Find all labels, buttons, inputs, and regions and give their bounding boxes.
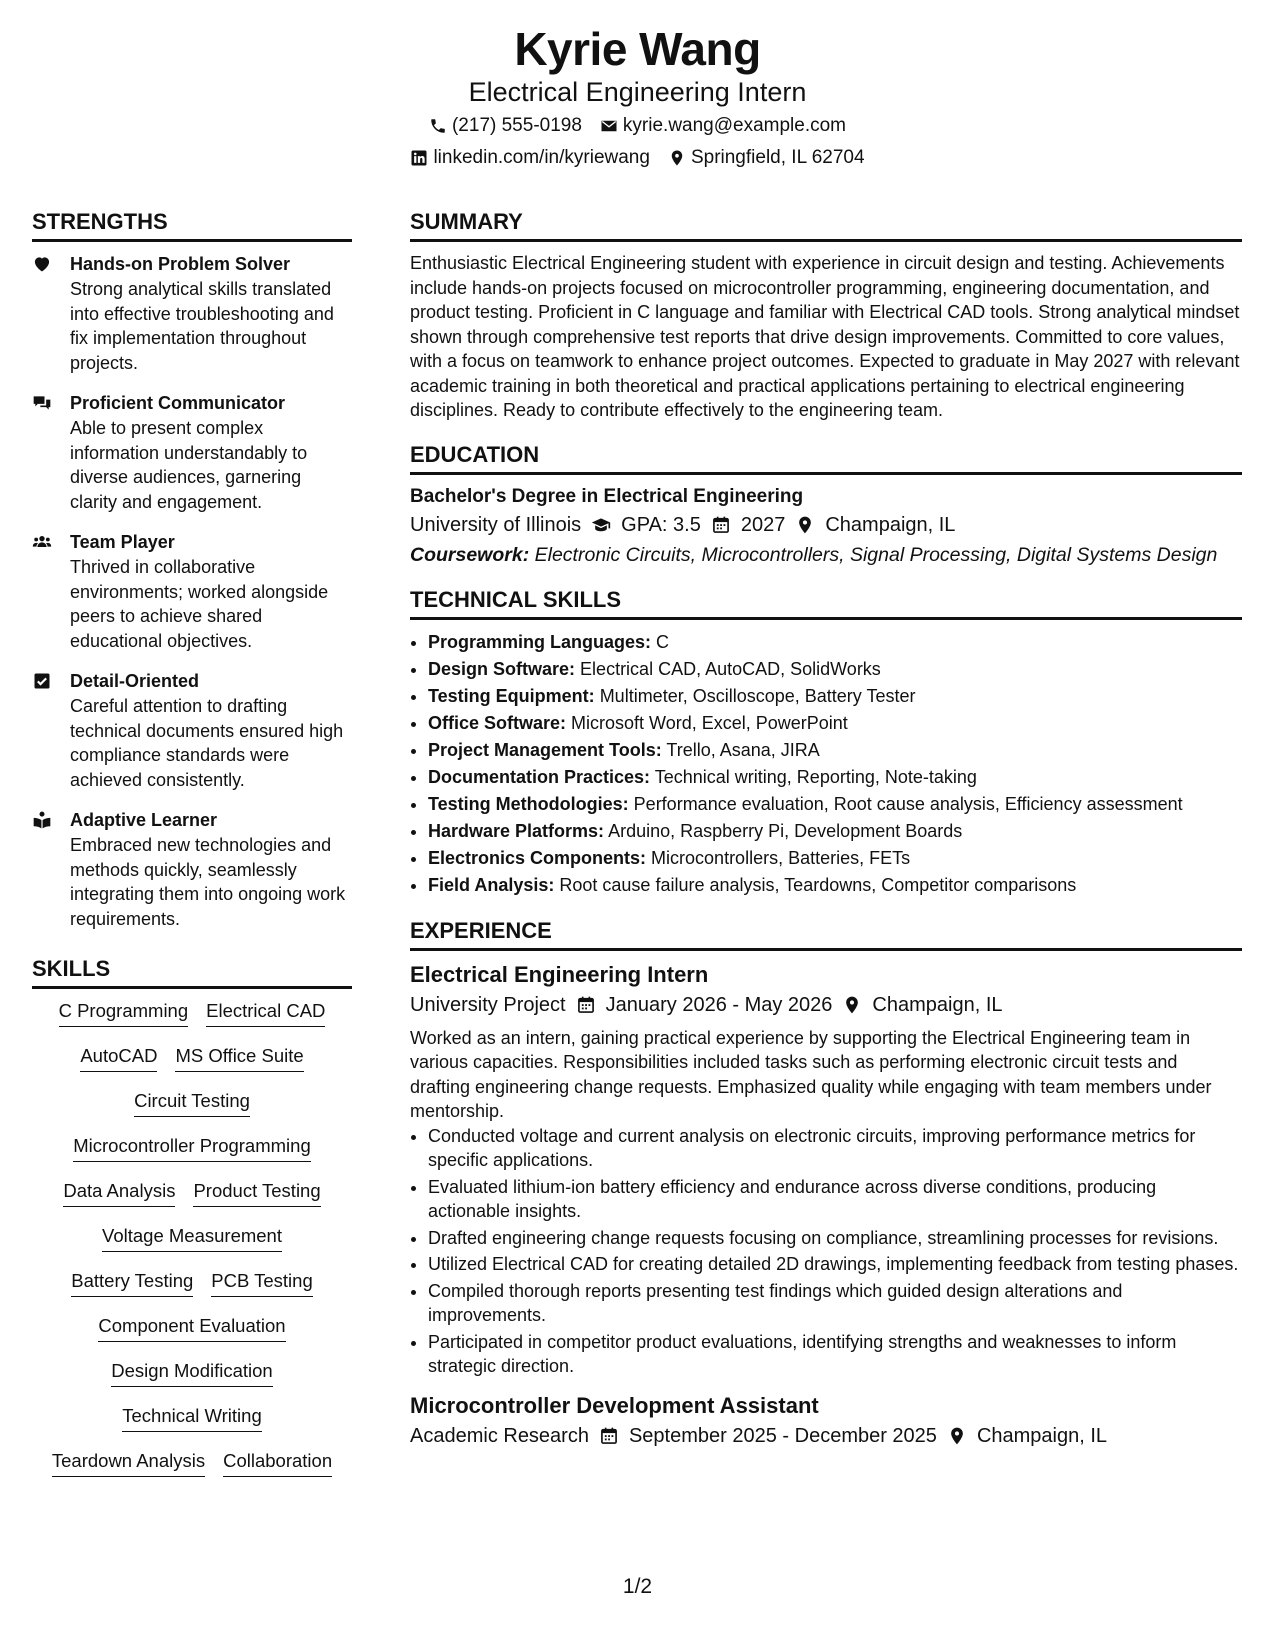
skill-values: C (656, 631, 670, 652)
grad-year: 2027 (740, 513, 786, 536)
skill-values: Performance evaluation, Root cause analysis, Efficiency assessment (633, 793, 1183, 814)
skill-tag: Collaboration (223, 1448, 332, 1477)
job-title: Microcontroller Development Assistant (410, 1392, 819, 1418)
strength-title: Proficient Communicator (70, 393, 286, 413)
right-column (410, 208, 1242, 1457)
coursework-label: Coursework: (410, 543, 530, 566)
list-item (428, 656, 1242, 683)
phone-text: (217) 555-0198 (451, 115, 582, 136)
phone-contact (429, 114, 582, 138)
summary-heading: SUMMARY (410, 208, 1242, 242)
list-item (428, 683, 1242, 710)
list-item: • Drafted engineering change requests focusing on compliance, streamlining processes for revisions. (428, 1226, 1242, 1251)
strength-desc: Able to present complex information understandably to diverse audiences, garnering clarity and engagement. (70, 418, 308, 512)
skill-values: Arduino, Raspberry Pi, Development Boards (608, 820, 963, 841)
location-contact (668, 146, 865, 170)
school-name: University of Illinois (410, 513, 582, 536)
skill-row (71, 1268, 313, 1313)
skill-category: Testing Equipment: (428, 685, 595, 706)
candidate-title: Electrical Engineering Intern (468, 77, 807, 107)
users-icon (32, 532, 52, 552)
skill-tag: Circuit Testing (134, 1088, 250, 1117)
list-item: • Evaluated lithium-ion battery efficiency and endurance across diverse conditions, producing actionable insights. (428, 1175, 1242, 1224)
map-pin-icon (842, 995, 862, 1015)
skill-row (80, 1043, 303, 1088)
technical-skills-heading: TECHNICAL SKILLS (410, 586, 1242, 620)
comments-icon (32, 393, 52, 413)
contact-row-2 (0, 146, 1275, 170)
skill-row (98, 1313, 285, 1358)
linkedin-contact[interactable] (410, 146, 650, 170)
skill-tag: Voltage Measurement (102, 1223, 282, 1252)
technical-skills-list (410, 629, 1242, 899)
job-description: Worked as an intern, gaining practical experience by supporting the Electrical Engineering team in various capacities. Responsibilities included tasks such as performing electronic circuit tests and drafting engineering change requests. Emphasized quality while engaging with team members under mentorship. (410, 1027, 1212, 1121)
skill-tag: PCB Testing (211, 1268, 312, 1297)
job-entry (410, 1391, 1242, 1451)
list-item: • Conducted voltage and current analysis on electronic circuits, improving performance metrics for specific applications. (428, 1124, 1242, 1173)
skill-row (102, 1223, 282, 1268)
skill-values: Technical writing, Reporting, Note-taking (654, 766, 977, 787)
linkedin-icon (410, 149, 428, 167)
calendar-icon (711, 515, 731, 535)
skill-tag: Product Testing (193, 1178, 320, 1207)
skill-category: Hardware Platforms: (428, 820, 605, 841)
skill-values: Multimeter, Oscilloscope, Battery Tester (599, 685, 916, 706)
job-title: Electrical Engineering Intern (410, 961, 709, 987)
skill-category: Design Software: (428, 658, 576, 679)
skill-values: Electrical CAD, AutoCAD, SolidWorks (580, 658, 881, 679)
degree-title: Bachelor's Degree in Electrical Engineering (410, 485, 804, 507)
skill-category: Testing Methodologies: (428, 793, 629, 814)
map-pin-icon (795, 515, 815, 535)
strength-title: Hands-on Problem Solver (70, 254, 291, 274)
coursework (410, 543, 1242, 568)
map-pin-icon (668, 149, 686, 167)
skill-tag: Data Analysis (63, 1178, 175, 1207)
skill-row (63, 1178, 320, 1223)
strengths-heading: STRENGTHS (32, 208, 352, 242)
envelope-icon (600, 117, 618, 135)
list-item (428, 764, 1242, 791)
skill-category: Field Analysis: (428, 874, 555, 895)
job-bullets (410, 1124, 1242, 1379)
skill-category: Programming Languages: (428, 631, 652, 652)
skill-tag: AutoCAD (80, 1043, 157, 1072)
heart-icon (32, 254, 52, 274)
skill-tag: Technical Writing (122, 1403, 262, 1432)
email-text[interactable]: kyrie.wang@example.com (622, 115, 847, 136)
skill-values: Trello, Asana, JIRA (666, 739, 820, 760)
map-pin-icon (947, 1426, 967, 1446)
education-heading: EDUCATION (410, 441, 1242, 475)
check-square-icon (32, 671, 52, 691)
school-location: Champaign, IL (825, 513, 956, 536)
skill-category: Office Software: (428, 712, 567, 733)
list-item (428, 737, 1242, 764)
job-meta (410, 1421, 1242, 1451)
skill-row (111, 1358, 272, 1403)
strength-item (32, 668, 352, 792)
list-item (428, 629, 1242, 656)
strength-item (32, 390, 352, 514)
experience-heading: EXPERIENCE (410, 917, 1242, 951)
location-text: Springfield, IL 62704 (690, 147, 865, 168)
strength-item (32, 807, 352, 931)
list-item (428, 710, 1242, 737)
email-contact[interactable] (600, 114, 846, 138)
skill-row (134, 1088, 250, 1133)
list-item: • Compiled thorough reports presenting test findings which guided design alterations and improvements. (428, 1279, 1242, 1328)
list-item (428, 845, 1242, 872)
list-item: • Participated in competitor product evaluations, identifying strengths and weaknesses to inform strategic direction. (428, 1330, 1242, 1379)
job-location: Champaign, IL (872, 993, 1003, 1016)
calendar-icon (576, 995, 596, 1015)
skill-values: Root cause failure analysis, Teardowns, Competitor comparisons (559, 874, 1077, 895)
page-number: 1/2 (622, 1575, 653, 1598)
strength-desc: Careful attention to drafting technical documents ensured high compliance standards were achieved consistently. (70, 696, 344, 790)
skill-tag: Battery Testing (71, 1268, 193, 1297)
graduation-cap-icon (591, 515, 611, 535)
strength-desc: Strong analytical skills translated into effective troubleshooting and fix implementation throughout projects. (70, 279, 334, 373)
job-meta (410, 990, 1242, 1020)
strength-title: Detail-Oriented (70, 671, 200, 691)
skill-category: Documentation Practices: (428, 766, 651, 787)
strength-title: Team Player (70, 532, 175, 552)
job-org: University Project (410, 993, 566, 1016)
strength-desc: Embraced new technologies and methods quickly, seamlessly integrating them into ongoing work requirements. (70, 835, 346, 929)
skill-row (59, 998, 326, 1043)
skill-tag: Component Evaluation (98, 1313, 285, 1342)
summary-text: Enthusiastic Electrical Engineering student with experience in circuit design and testing. Achievements include hands-on projects focused on microcontroller programming, engineering documentation, and product testing. Proficient in C language and familiar with Electrical CAD tools. Strong analytical mindset shown through comprehensive test reports that drive design improvements. Committed to core values, with a focus on teamwork to enhance project outcomes. Expected to graduate in May 2027 with relevant academic training in both theoretical and practical applications pertaining to electrical engineering disciplines. Ready to contribute effectively to the engineering team. (410, 253, 1240, 420)
strength-desc: Thrived in collaborative environments; worked alongside peers to achieve shared educational objectives. (70, 557, 329, 651)
strength-title: Adaptive Learner (70, 810, 218, 830)
list-item (428, 818, 1242, 845)
skill-tag: Microcontroller Programming (73, 1133, 310, 1162)
skills-tag-list (32, 998, 352, 1493)
list-item (428, 872, 1242, 899)
skills-heading: SKILLS (32, 955, 352, 989)
skill-values: Microcontrollers, Batteries, FETs (651, 847, 911, 868)
job-location: Champaign, IL (976, 1424, 1108, 1447)
coursework-list: Electronic Circuits, Microcontrollers, Signal Processing, Digital Systems Design (534, 543, 1218, 566)
list-item: • Utilized Electrical CAD for creating detailed 2D drawings, implementing feedback from testing phases. (428, 1252, 1242, 1277)
linkedin-text[interactable]: linkedin.com/in/kyriewang (433, 147, 650, 168)
gpa-text: GPA: 3.5 (621, 513, 701, 536)
skill-row (122, 1403, 262, 1448)
skill-category: Electronics Components: (428, 847, 647, 868)
job-dates: September 2025 - December 2025 (628, 1424, 937, 1447)
skill-row (52, 1448, 332, 1493)
skill-tag: C Programming (59, 998, 189, 1027)
job-dates: January 2026 - May 2026 (605, 993, 833, 1016)
skill-values: Microsoft Word, Excel, PowerPoint (571, 712, 848, 733)
skill-tag: Teardown Analysis (52, 1448, 205, 1477)
phone-icon (429, 117, 447, 135)
contact-row-1 (0, 114, 1275, 138)
strength-item (32, 529, 352, 653)
skill-tag: Design Modification (111, 1358, 272, 1387)
resume-header (0, 22, 1275, 170)
skill-tag: Electrical CAD (206, 998, 325, 1027)
list-item (428, 791, 1242, 818)
book-reader-icon (32, 810, 52, 830)
job-org: Academic Research (410, 1424, 589, 1447)
skill-tag: MS Office Suite (175, 1043, 303, 1072)
skill-row (73, 1133, 310, 1178)
candidate-name: Kyrie Wang (514, 23, 761, 75)
education-meta (410, 510, 1242, 540)
calendar-icon (599, 1426, 619, 1446)
strength-item (32, 251, 352, 375)
job-entry (410, 960, 1242, 1379)
skill-category: Project Management Tools: (428, 739, 662, 760)
left-column (32, 208, 352, 1493)
